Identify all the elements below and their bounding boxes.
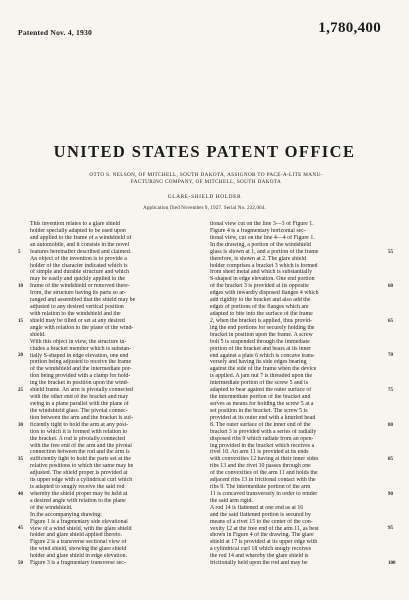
text-line: is applied. A jam nut 7 is threaded upon the <box>210 373 313 380</box>
margin-line-number: 70 <box>388 353 393 359</box>
text-line: 11 is concaved transversely in order to render <box>210 490 318 497</box>
text-line: ranged and assembled that the shield may be <box>30 297 136 304</box>
margin-line-number: 35 <box>18 457 23 463</box>
text-line: swing in a plane parallel with the plane of <box>30 400 129 407</box>
text-line: bracket 3 is provided with a series of radially <box>210 428 317 435</box>
text-line: angle with relation to the plane of the wind- <box>30 324 134 331</box>
inventor-line: OTTO S. NELSON, OF MITCHELL, SOUTH DAKOTA, ASSIGNOR TO PACE-A-LITE MANU- <box>89 172 323 178</box>
text-line: provided at its outer end with a knurled head <box>210 414 316 421</box>
text-line: the wind shield, showing the glare shield <box>30 546 127 553</box>
margin-line-number: 100 <box>388 561 396 567</box>
text-line: holder specially adapted to be used upon <box>30 227 126 234</box>
text-line: holder and glare shield in edge elevation. <box>30 553 127 560</box>
text-line: connection between the rod and the arm is <box>30 449 130 456</box>
margin-line-number: 25 <box>18 388 23 394</box>
text-line: serves as means for holding the screw 5 at a <box>210 400 314 407</box>
text-line: its upper edge with a cylindrical curl which <box>30 477 133 484</box>
text-line: add rigidity to the bracket and also add the <box>210 297 311 304</box>
text-line: ribs 13 and the rivet 10 passes through one <box>210 463 311 470</box>
text-line: shield at 17 is provided at its upper edge with <box>210 539 318 546</box>
text-line: sufficiently tight to hold the parts set at the <box>30 456 131 463</box>
text-line: tion between the arm and the bracket is suf- <box>30 414 134 421</box>
text-line: 8. The outer surface of the inner end of the <box>210 421 311 428</box>
text-line: adjusted to any desired vertical position <box>30 304 124 311</box>
text-line: edges of portions of the flanges which are <box>210 304 309 311</box>
text-line: frame of the windshield or removed there- <box>30 283 130 290</box>
text-line: frictionally held upon the rod and may be <box>210 560 308 567</box>
text-line: versely and having its side edges bearing <box>210 359 307 366</box>
left-column <box>30 221 204 567</box>
inventor-block <box>56 172 356 186</box>
text-line: of the windshield and the intermediate por- <box>30 366 132 373</box>
margin-line-number: 95 <box>388 526 393 532</box>
text-line: a desired angle with relation to the plane <box>30 497 126 504</box>
text-line: disposed ribs 9 which radiate from an open- <box>210 435 314 442</box>
text-line: ing the bracket in position upon the wind- <box>30 380 129 387</box>
margin-line-number: 60 <box>388 284 393 290</box>
text-line: the windshield glass. The pivotal connec- <box>30 407 128 414</box>
text-line: the said arm rigid. <box>210 497 253 504</box>
text-line: adjacent ribs 13 in frictional contact with the <box>210 477 316 484</box>
text-line: bolt 5 is suspended through the immediate <box>210 338 310 345</box>
text-line: bracket in position upon the frame. A screw <box>210 331 313 338</box>
text-line: adjusted. The shield proper is provided at <box>30 470 128 477</box>
text-line: a cylindrical curl 18 which snugly receives <box>210 546 312 553</box>
inventor-line: FACTURING COMPANY, OF MITCHELL, SOUTH DAKOTA <box>130 179 282 185</box>
text-line: ing the end portions for securely holding the <box>210 324 315 331</box>
text-line: edges with inwardly disposed flanges 4 which <box>210 290 319 297</box>
right-column <box>210 221 384 567</box>
subject-title: GLARE-SHIELD HOLDER <box>167 194 242 200</box>
margin-line-number: 20 <box>18 353 23 359</box>
margin-line-number: 65 <box>388 318 393 324</box>
patent-date: Patented Nov. 4, 1930 <box>18 28 93 37</box>
margin-line-number: 85 <box>388 457 393 463</box>
text-line: from, the structure having its parts so ar- <box>30 290 126 297</box>
text-line: with convexities 12 having at their inner sides <box>210 456 319 463</box>
text-line: the bracket. A rod is pivotally connected <box>30 435 126 442</box>
margin-line-number: 80 <box>388 422 393 428</box>
text-line: vexity 12 at the free end of the arm 11, as best <box>210 525 319 532</box>
margin-line-number: 75 <box>388 388 393 394</box>
text-line: tion being provided with a clamp for hold- <box>30 373 131 380</box>
text-line: view of a wind shield, with the glare shield <box>30 525 132 532</box>
text-line: 2, when the bracket is applied, thus provid- <box>210 317 312 324</box>
text-line: Figure 3 is a fragmentary transverse sec- <box>30 560 126 567</box>
margin-line-number: 40 <box>18 491 23 497</box>
text-line: with the free end of the arm and the pivotal <box>30 442 132 449</box>
text-line: In the accompanying drawing: <box>30 511 102 518</box>
text-line: therefore, is shown at 2. The glare shield <box>210 255 306 262</box>
text-line: holder and glare shield applied thereto. <box>30 532 122 539</box>
text-line: glass is shown at 1, and a portion of the frame <box>210 248 319 255</box>
text-line: may be easily and quickly applied to the <box>30 276 126 283</box>
text-line: against the side of the frame when the device <box>210 366 317 373</box>
office-title: UNITED STATES PATENT OFFICE <box>53 142 356 161</box>
text-line: relative positions to which the same may be <box>30 463 134 470</box>
text-line: Figure 2 is a transverse sectional view of <box>30 539 127 546</box>
text-line: shown in Figure 4 of the drawing. The glare <box>210 532 314 539</box>
text-line: of simple and durable structure and which <box>30 269 130 276</box>
text-line: with relation to the windshield and the <box>30 310 121 317</box>
text-line: set position in the bracket. The screw 5 is <box>210 407 308 414</box>
text-line: adapted to bear against the outer surface of <box>210 387 312 394</box>
text-line: Figure 1 is a fragmentary side elevational <box>30 518 128 525</box>
margin-line-number: 15 <box>18 318 23 324</box>
text-line: ficiently tight to hold the arm at any posi- <box>30 421 129 428</box>
text-line: With this object in view, the structure in- <box>30 338 127 345</box>
text-line: holder comprises a bracket 3 which is formed <box>210 262 318 269</box>
text-line: This invention relates to a glare shield <box>30 221 120 227</box>
text-line: In the drawing, a portion of the windshield <box>210 241 311 248</box>
margin-line-number: 30 <box>18 422 23 428</box>
text-line: portion being adjusted to receive the frame <box>30 359 132 366</box>
margin-line-number: 10 <box>18 284 23 290</box>
text-line: intermediate portion of the screw 5 and is <box>210 380 308 387</box>
text-line: tional view cut on the line 3—3 of Figure 1. <box>210 221 314 227</box>
text-line: of the convexities of the arm 11 and holds the <box>210 470 318 477</box>
text-line: from sheet metal and which is substantially <box>210 269 313 276</box>
text-line: ribs 9. The intermediate portion of the arm <box>210 484 311 491</box>
text-line: shield frame. An arm is pivotally connected <box>30 387 133 394</box>
margin-line-number: 5 <box>18 249 21 255</box>
text-line: and the said flattened portion is secured by <box>210 511 311 518</box>
text-line: with the other end of the bracket and may <box>30 394 129 401</box>
text-line: Figure 4 is a fragmentary horizontal sec- <box>210 227 306 234</box>
text-line: means of a rivet 15 to the center of the con- <box>210 518 313 525</box>
text-line: of the bracket 3 is provided at its opposite <box>210 283 309 290</box>
text-line: holder of the character indicated which is <box>30 262 128 269</box>
application-line: Application filed November 9, 1927. Serial No. 232,064. <box>143 206 266 211</box>
text-line: tially S-shaped in edge elevation, one end <box>30 352 129 359</box>
margin-line-number: 45 <box>18 526 23 532</box>
margin-line-number: 50 <box>18 561 23 567</box>
text-line: rivet 10. An arm 11 is provided at its ends <box>210 449 309 456</box>
margin-line-number: 55 <box>388 249 393 255</box>
text-line: whereby the shield proper may be held at <box>30 490 128 497</box>
text-line: shield. <box>30 331 46 338</box>
patent-number: 1,780,400 <box>318 20 381 36</box>
text-line: end against a plate 6 which is concave trans- <box>210 352 316 359</box>
text-line: is adapted to snugly receive the said rod <box>30 484 125 491</box>
text-line: features hereinafter described and claimed. <box>30 248 132 255</box>
text-line: the rod 14 and whereby the glare shield is <box>210 553 309 560</box>
text-line: A rod 14 is flattened at one end as at 16 <box>210 504 304 511</box>
text-line: portion of the bracket and bears at its inner <box>210 345 312 352</box>
text-line: ing provided in the bracket which receives a <box>210 442 315 449</box>
text-line: the intermediate portion of the bracket and <box>210 394 311 401</box>
text-line: S-shaped in edge elevation. One end portion <box>210 276 315 283</box>
text-line: shield may be tilted or set at any desired <box>30 317 125 324</box>
margin-line-number: 90 <box>388 491 393 497</box>
text-line: adapted to bite into the surface of the frame <box>210 310 313 317</box>
text-line: an automobile, and it consists in the novel <box>30 241 130 248</box>
text-line: tion to which it is formed with relation to <box>30 428 128 435</box>
text-line: tional view, cut on the line 4—4 of Figure 1. <box>210 234 315 241</box>
text-line: An object of the invention is to provide a <box>30 255 127 262</box>
text-line: of the windshield. <box>30 504 73 511</box>
text-line: cludes a bracket member which is substan- <box>30 345 132 352</box>
text-line: and applied to the frame of a windshield of <box>30 234 132 241</box>
